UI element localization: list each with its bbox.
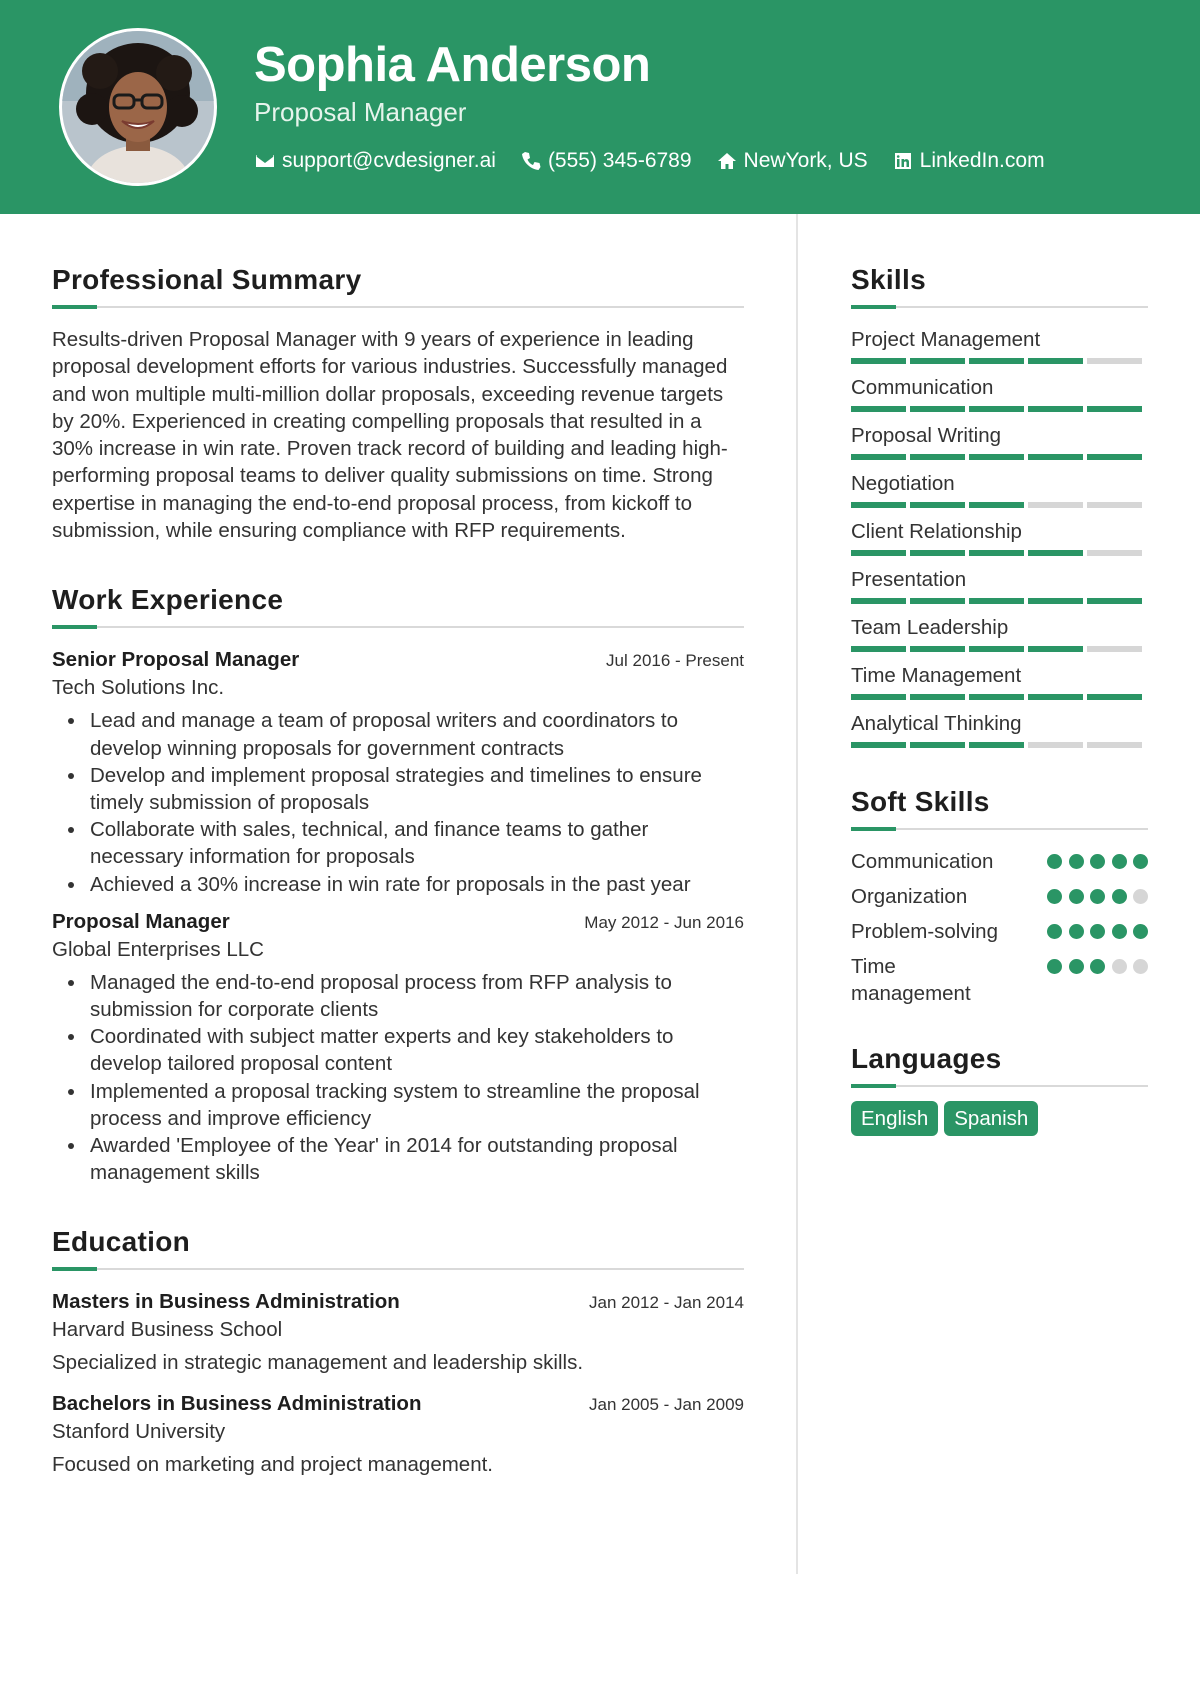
skill-level-segment xyxy=(910,406,965,412)
skill-level-bars xyxy=(851,646,1148,652)
soft-skill-rating xyxy=(1041,924,1149,939)
skill-level-segment xyxy=(1028,406,1083,412)
education-entry xyxy=(52,1288,744,1376)
rating-dot xyxy=(1112,924,1127,939)
skill-level-segment xyxy=(969,646,1024,652)
skill-level-segment xyxy=(1028,694,1083,700)
contact-email[interactable] xyxy=(254,146,496,176)
skill-level-segment xyxy=(910,358,965,364)
skill-level-bars xyxy=(851,454,1148,460)
education-title: Education xyxy=(52,1226,191,1258)
soft-skill-item xyxy=(851,883,1148,910)
contact-linkedin-text: LinkedIn.com xyxy=(919,149,1045,172)
job-company: Global Enterprises LLC xyxy=(52,937,264,961)
section-divider xyxy=(52,1268,744,1270)
soft-skill-name: Problem-solving xyxy=(851,920,998,943)
skill-level-segment xyxy=(1028,550,1083,556)
skill-level-segment xyxy=(910,646,965,652)
skill-name: Client Relationship xyxy=(851,520,1022,543)
skill-level-segment xyxy=(1087,646,1142,652)
skill-level-segment xyxy=(1028,502,1083,508)
home-icon xyxy=(716,150,738,172)
job-bullets xyxy=(52,969,744,1187)
job-bullet: Implemented a proposal tracking system to streamline the proposal process and improve efficiency xyxy=(52,1078,744,1132)
rating-dot xyxy=(1112,889,1127,904)
skills-list xyxy=(851,326,1148,748)
skill-level-segment xyxy=(1087,550,1142,556)
skill-level-bars xyxy=(851,598,1148,604)
skill-level-segment xyxy=(851,646,906,652)
avatar-icon xyxy=(62,31,214,183)
skill-name: Negotiation xyxy=(851,472,955,495)
rating-dot xyxy=(1069,889,1084,904)
rating-dot xyxy=(1090,854,1105,869)
skill-level-segment xyxy=(1087,598,1142,604)
degree-description: Focused on marketing and project management. xyxy=(52,1453,494,1477)
job-bullet: Managed the end-to-end proposal process from RFP analysis to submission for corporate clients xyxy=(52,969,744,1023)
rating-dot xyxy=(1090,889,1105,904)
skill-item xyxy=(851,518,1148,556)
skill-level-segment xyxy=(969,550,1024,556)
degree-description: Specialized in strategic management and leadership skills. xyxy=(52,1351,584,1375)
skill-level-segment xyxy=(969,406,1024,412)
skill-name: Project Management xyxy=(851,328,1041,351)
skill-level-segment xyxy=(910,742,965,748)
skill-level-segment xyxy=(851,598,906,604)
degree-date: Jan 2005 - Jan 2009 xyxy=(588,1395,744,1415)
column-divider xyxy=(796,214,798,1574)
contact-location-text: NewYork, US xyxy=(743,149,868,172)
languages-section xyxy=(851,1041,1148,1136)
school-name: Stanford University xyxy=(52,1420,226,1444)
skill-level-segment xyxy=(969,742,1024,748)
soft-skill-name: Time management xyxy=(851,955,971,1005)
skill-name: Time Management xyxy=(851,664,1022,687)
skill-item xyxy=(851,374,1148,412)
summary-text: Results-driven Proposal Manager with 9 years of experience in leading proposal development efforts for various industries. Successfully managed and won multiple multi-million dollar proposals, exceeding revenue targets by 20%. Experienced in creating compelling proposals that resulted in a 30% increase in win rate. Proven track record of building and leading high-performing proposal teams to deliver quality submissions on time. Strong expertise in managing the end-to-end proposal process, from kickoff to submission, while ensuring compliance with RFP requirements. xyxy=(52,328,728,543)
contact-linkedin[interactable] xyxy=(892,146,1045,176)
rating-dot xyxy=(1090,924,1105,939)
job-bullets xyxy=(52,707,744,897)
contact-phone[interactable] xyxy=(520,146,692,176)
job-date: May 2012 - Jun 2016 xyxy=(584,912,744,932)
candidate-name: Sophia Anderson xyxy=(254,38,651,92)
section-divider xyxy=(851,828,1148,830)
languages-title: Languages xyxy=(851,1043,1002,1074)
job-title: Senior Proposal Manager xyxy=(52,648,300,672)
skill-level-segment xyxy=(910,454,965,460)
language-tag: Spanish xyxy=(944,1101,1038,1136)
section-divider xyxy=(52,306,744,308)
skill-level-segment xyxy=(1087,742,1142,748)
skill-level-bars xyxy=(851,358,1148,364)
skill-name: Presentation xyxy=(851,568,967,591)
soft-skill-name: Organization xyxy=(851,885,968,908)
skill-level-segment xyxy=(969,454,1024,460)
skill-name: Analytical Thinking xyxy=(851,712,1022,735)
skill-level-segment xyxy=(910,502,965,508)
rating-dot xyxy=(1133,854,1148,869)
skill-level-segment xyxy=(1028,742,1083,748)
soft-skill-item xyxy=(851,918,1148,945)
skill-level-segment xyxy=(969,358,1024,364)
soft-skills-section xyxy=(851,784,1148,1007)
soft-skill-rating xyxy=(1041,959,1149,974)
linkedin-icon xyxy=(892,150,914,172)
job-bullet: Collaborate with sales, technical, and finance teams to gather necessary information for proposals xyxy=(52,816,744,870)
side-column xyxy=(851,262,1148,1136)
education-section xyxy=(52,1224,744,1478)
skill-level-segment xyxy=(1087,694,1142,700)
profile-photo xyxy=(59,28,217,186)
skill-level-segment xyxy=(851,502,906,508)
skill-level-segment xyxy=(851,454,906,460)
skill-level-segment xyxy=(851,742,906,748)
soft-skills-title: Soft Skills xyxy=(851,786,990,817)
skill-level-segment xyxy=(1028,454,1083,460)
summary-section xyxy=(52,262,744,544)
soft-skill-item xyxy=(851,953,1148,1007)
skill-name: Team Leadership xyxy=(851,616,1009,639)
job-bullet: Develop and implement proposal strategies and timelines to ensure timely submission of proposals xyxy=(52,762,744,816)
experience-section xyxy=(52,582,744,1186)
job-date: Jul 2016 - Present xyxy=(606,651,744,671)
skill-level-segment xyxy=(1028,598,1083,604)
contact-location xyxy=(716,146,868,176)
skill-item xyxy=(851,566,1148,604)
rating-dot xyxy=(1112,959,1127,974)
skill-item xyxy=(851,326,1148,364)
skill-level-segment xyxy=(851,550,906,556)
skill-level-segment xyxy=(910,598,965,604)
skill-level-segment xyxy=(1087,406,1142,412)
skill-level-segment xyxy=(910,694,965,700)
language-tags xyxy=(851,1101,1148,1136)
skill-item xyxy=(851,470,1148,508)
skill-level-segment xyxy=(1087,358,1142,364)
skill-level-segment xyxy=(1087,502,1142,508)
skill-level-segment xyxy=(1028,358,1083,364)
skill-level-segment xyxy=(910,550,965,556)
soft-skill-item xyxy=(851,848,1148,875)
soft-skill-rating xyxy=(1041,889,1149,904)
job-company: Tech Solutions Inc. xyxy=(52,676,225,700)
soft-skills-list xyxy=(851,848,1148,1007)
job-bullet: Awarded 'Employee of the Year' in 2014 for outstanding proposal management skills xyxy=(52,1132,744,1186)
skill-item xyxy=(851,614,1148,652)
job-title: Proposal Manager xyxy=(52,909,230,933)
main-column xyxy=(52,262,744,1492)
rating-dot xyxy=(1112,854,1127,869)
contact-email-text: support@cvdesigner.ai xyxy=(282,149,496,172)
envelope-icon xyxy=(254,150,276,172)
skills-section xyxy=(851,262,1148,748)
skill-item xyxy=(851,422,1148,460)
job-entry xyxy=(52,646,744,897)
contact-list xyxy=(254,146,1069,176)
summary-title: Professional Summary xyxy=(52,264,362,295)
degree-date: Jan 2012 - Jan 2014 xyxy=(588,1293,744,1313)
skill-level-segment xyxy=(851,694,906,700)
skill-level-bars xyxy=(851,502,1148,508)
rating-dot xyxy=(1047,889,1062,904)
education-entry xyxy=(52,1390,744,1478)
skill-level-segment xyxy=(1028,646,1083,652)
skill-item xyxy=(851,662,1148,700)
resume-header xyxy=(0,0,1200,214)
job-bullet: Achieved a 30% increase in win rate for proposals in the past year xyxy=(52,871,744,898)
candidate-role: Proposal Manager xyxy=(254,97,467,127)
soft-skill-name: Communication xyxy=(851,850,994,873)
rating-dot xyxy=(1047,959,1062,974)
job-bullet: Lead and manage a team of proposal writers and coordinators to develop winning proposals for government contracts xyxy=(52,707,744,761)
job-bullet: Coordinated with subject matter experts and key stakeholders to develop tailored proposal content xyxy=(52,1023,744,1077)
experience-title: Work Experience xyxy=(52,584,284,616)
skill-level-segment xyxy=(851,358,906,364)
skill-level-segment xyxy=(969,502,1024,508)
job-entry xyxy=(52,908,744,1187)
contact-phone-text: (555) 345-6789 xyxy=(547,149,692,172)
language-tag: English xyxy=(851,1101,938,1136)
skill-name: Communication xyxy=(851,376,994,399)
section-divider xyxy=(851,306,1148,308)
rating-dot xyxy=(1069,854,1084,869)
rating-dot xyxy=(1133,889,1148,904)
skill-level-segment xyxy=(1087,454,1142,460)
section-divider xyxy=(851,1085,1148,1087)
skill-level-segment xyxy=(851,406,906,412)
skill-level-bars xyxy=(851,550,1148,556)
skill-level-bars xyxy=(851,742,1148,748)
skills-title: Skills xyxy=(851,264,926,295)
degree-title: Bachelors in Business Administration xyxy=(52,1392,422,1416)
skill-level-segment xyxy=(969,694,1024,700)
skill-level-bars xyxy=(851,694,1148,700)
rating-dot xyxy=(1047,854,1062,869)
skill-name: Proposal Writing xyxy=(851,424,1002,447)
skill-item xyxy=(851,710,1148,748)
school-name: Harvard Business School xyxy=(52,1318,283,1342)
phone-icon xyxy=(520,150,542,172)
soft-skill-rating xyxy=(1041,854,1149,869)
skill-level-segment xyxy=(969,598,1024,604)
skill-level-bars xyxy=(851,406,1148,412)
rating-dot xyxy=(1047,924,1062,939)
rating-dot xyxy=(1069,959,1084,974)
rating-dot xyxy=(1133,959,1148,974)
rating-dot xyxy=(1090,959,1105,974)
rating-dot xyxy=(1133,924,1148,939)
degree-title: Masters in Business Administration xyxy=(52,1290,400,1314)
section-divider xyxy=(52,626,744,628)
rating-dot xyxy=(1069,924,1084,939)
